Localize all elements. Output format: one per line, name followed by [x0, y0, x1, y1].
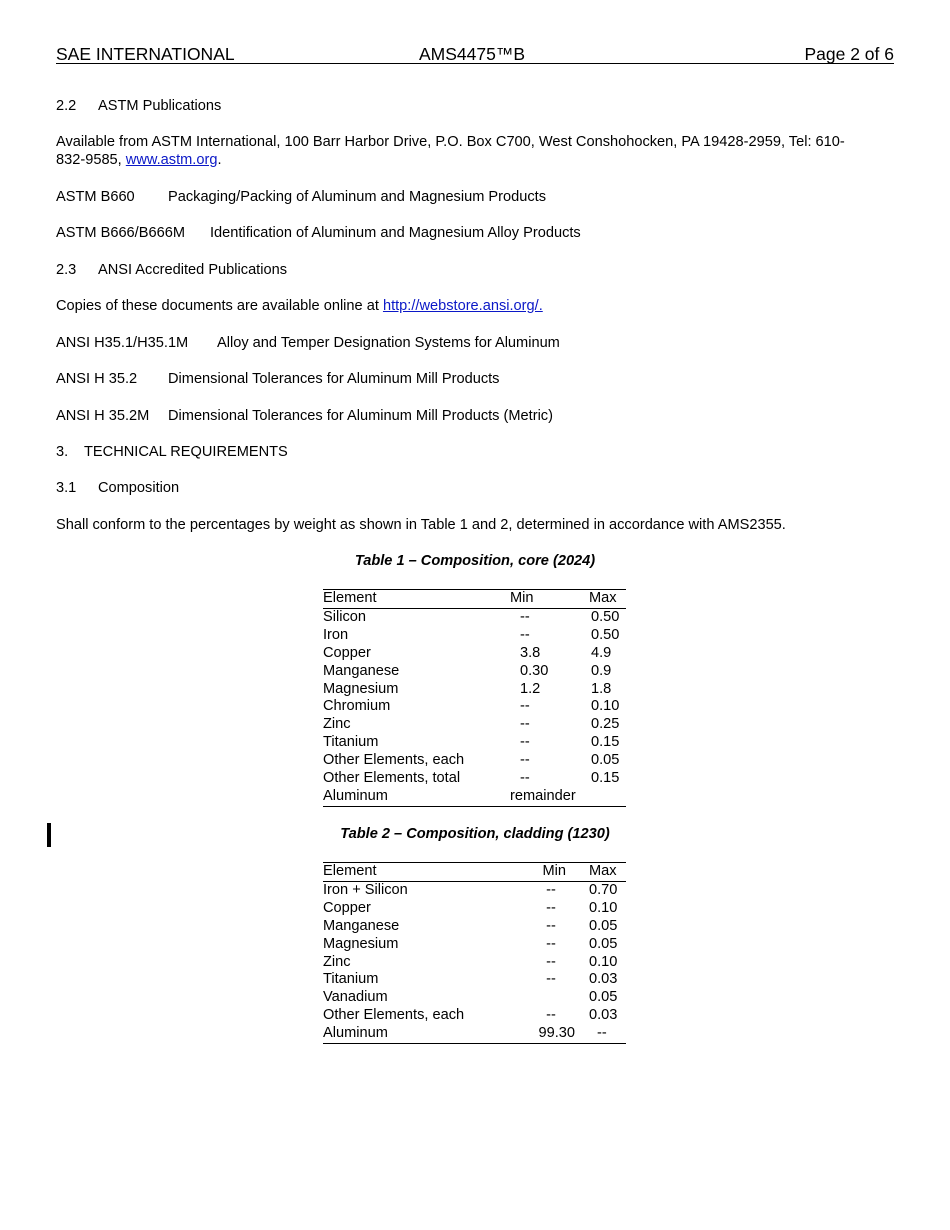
- table2-composition-cladding: [323, 862, 626, 1044]
- section-title-composition: Composition: [98, 480, 180, 496]
- reference-title: Identification of Aluminum and Magnesium Alloy Products: [210, 225, 581, 241]
- cell-min: --: [546, 953, 556, 970]
- astm-availability-line2: [56, 152, 222, 168]
- cell-min: --: [520, 770, 530, 787]
- cell-min: --: [520, 752, 530, 769]
- table-row: [323, 681, 626, 699]
- reference-code: ANSI H 35.2: [56, 371, 138, 387]
- cell-max: 0.05: [589, 989, 618, 1006]
- cell-max: 0.50: [591, 626, 620, 643]
- cell-min: --: [546, 935, 556, 952]
- table-row: [323, 1025, 626, 1043]
- cell-min: 99.30: [538, 1025, 575, 1042]
- cell-min: --: [520, 626, 530, 643]
- table1-composition-core: [323, 589, 626, 807]
- cell-max: 1.8: [591, 680, 612, 697]
- cell-max: 0.15: [591, 734, 620, 751]
- table-row: [323, 954, 626, 972]
- cell-max: 0.10: [589, 953, 618, 970]
- table-row: [323, 936, 626, 954]
- section-title-astm: ASTM Publications: [98, 98, 222, 114]
- cell-element: Copper: [323, 899, 371, 916]
- cell-min: --: [546, 1007, 556, 1024]
- cell-min: 3.8: [520, 644, 541, 661]
- cell-max: --: [597, 1025, 607, 1042]
- table-row: [323, 663, 626, 681]
- cell-max: 0.10: [589, 899, 618, 916]
- section-number-composition: 3.1: [56, 480, 77, 496]
- column-header-min: Min: [510, 590, 534, 606]
- table-row: [323, 770, 626, 788]
- cell-max: 0.70: [589, 881, 618, 898]
- column-header-element: Element: [323, 863, 377, 879]
- cell-min: --: [546, 899, 556, 916]
- table-row: [323, 971, 626, 989]
- table-row: [323, 698, 626, 716]
- ansi-availability-prefix: Copies of these documents are available online at: [56, 298, 383, 314]
- header-doc-id: AMS4475™B: [419, 44, 526, 64]
- cell-max: 0.50: [591, 608, 620, 625]
- cell-element: Titanium: [323, 971, 379, 988]
- table1-caption: Table 1 – Composition, core (2024): [354, 553, 596, 569]
- ansi-webstore-link[interactable]: http://webstore.ansi.org/.: [382, 298, 543, 314]
- reference-ansi-h35-2: [56, 371, 499, 387]
- header-page-number: Page 2 of 6: [804, 44, 894, 64]
- cell-element: Aluminum: [323, 787, 388, 804]
- cell-max: 4.9: [591, 644, 612, 661]
- cell-min: 1.2: [520, 680, 541, 697]
- table-row: [323, 788, 626, 806]
- section-number-technical: 3.: [56, 444, 69, 460]
- astm-availability-prefix: 832-9585,: [56, 152, 126, 168]
- cell-element: Chromium: [323, 698, 391, 715]
- column-header-max: Max: [589, 590, 617, 606]
- cell-element: Magnesium: [323, 680, 399, 697]
- astm-website-link[interactable]: www.astm.org: [125, 152, 218, 168]
- section-title-technical: TECHNICAL REQUIREMENTS: [84, 444, 288, 460]
- table-row: [323, 881, 626, 899]
- cell-element: Silicon: [323, 608, 366, 625]
- cell-max: 0.25: [591, 716, 620, 733]
- cell-element: Manganese: [323, 662, 400, 679]
- astm-availability-suffix: .: [217, 152, 222, 168]
- table-header-row: [323, 590, 626, 609]
- cell-element: Vanadium: [323, 989, 388, 1006]
- cell-element: Iron: [323, 626, 349, 643]
- cell-element: Other Elements, total: [323, 770, 461, 787]
- cell-max: 0.9: [591, 662, 612, 679]
- cell-element: Manganese: [323, 917, 400, 934]
- cell-element: Zinc: [323, 716, 351, 733]
- section-title-ansi: ANSI Accredited Publications: [98, 262, 288, 278]
- reference-code: ANSI H35.1/H35.1M: [56, 335, 189, 351]
- table-row: [323, 645, 626, 663]
- table-row: [323, 918, 626, 936]
- column-header-min: Min: [542, 863, 566, 879]
- table-header-row: [323, 863, 626, 882]
- cell-min: [523, 989, 579, 1007]
- reference-code: ASTM B666/B666M: [56, 225, 185, 241]
- header-org: SAE INTERNATIONAL: [56, 44, 235, 64]
- reference-code: ANSI H 35.2M: [56, 408, 150, 424]
- cell-min: --: [520, 698, 530, 715]
- reference-title: Dimensional Tolerances for Aluminum Mill Products: [168, 371, 500, 387]
- cell-remainder: remainder: [510, 787, 576, 804]
- reference-title: Alloy and Temper Designation Systems for Aluminum: [217, 335, 560, 351]
- reference-title: Packaging/Packing of Aluminum and Magnesium Products: [168, 189, 547, 205]
- cell-element: Magnesium: [323, 935, 399, 952]
- cell-element: Iron + Silicon: [323, 881, 408, 898]
- table2-caption: Table 2 – Composition, cladding (1230): [340, 826, 610, 842]
- cell-min: --: [520, 608, 530, 625]
- cell-max: 0.10: [591, 698, 620, 715]
- cell-element: Copper: [323, 644, 371, 661]
- cell-min: 0.30: [520, 662, 549, 679]
- ansi-availability: [56, 298, 543, 314]
- cell-min: --: [546, 971, 556, 988]
- table-row: [323, 752, 626, 770]
- cell-max: 0.15: [591, 770, 620, 787]
- cell-element: Aluminum: [323, 1025, 388, 1042]
- table-row: [323, 734, 626, 752]
- cell-element: Titanium: [323, 734, 379, 751]
- cell-max: 0.03: [589, 1007, 618, 1024]
- reference-astm-b660: [56, 189, 546, 205]
- table-row: [323, 608, 626, 626]
- cell-max: 0.03: [589, 971, 618, 988]
- cell-max: 0.05: [591, 752, 620, 769]
- table-row: [323, 627, 626, 645]
- reference-title: Dimensional Tolerances for Aluminum Mill Products (Metric): [168, 408, 553, 424]
- cell-min: --: [546, 881, 556, 898]
- table-row: [323, 989, 626, 1007]
- cell-max: 0.05: [589, 935, 618, 952]
- reference-ansi-h35-2m: [56, 408, 553, 424]
- header-rule: [56, 63, 894, 64]
- cell-max: 0.05: [589, 917, 618, 934]
- column-header-max: Max: [589, 863, 617, 879]
- table-row: [323, 900, 626, 918]
- cell-min: --: [520, 734, 530, 751]
- section-number-astm: 2.2: [56, 98, 77, 114]
- cell-element: Other Elements, each: [323, 1007, 465, 1024]
- column-header-element: Element: [323, 590, 377, 606]
- reference-ansi-h35-1: [56, 335, 560, 351]
- composition-text: Shall conform to the percentages by weight as shown in Table 1 and 2, determined in accordance with AMS2355.: [56, 517, 786, 533]
- astm-availability-line1: Available from ASTM International, 100 Barr Harbor Drive, P.O. Box C700, West Conshohocken, PA 19428-2959, Tel: 610-: [56, 134, 845, 150]
- table-row: [323, 1007, 626, 1025]
- cell-min: --: [546, 917, 556, 934]
- reference-code: ASTM B660: [56, 189, 135, 205]
- table-row: [323, 716, 626, 734]
- reference-astm-b666: [56, 225, 581, 241]
- cell-min: --: [520, 716, 530, 733]
- section-number-ansi: 2.3: [56, 262, 77, 278]
- cell-element: Other Elements, each: [323, 752, 465, 769]
- cell-element: Zinc: [323, 953, 351, 970]
